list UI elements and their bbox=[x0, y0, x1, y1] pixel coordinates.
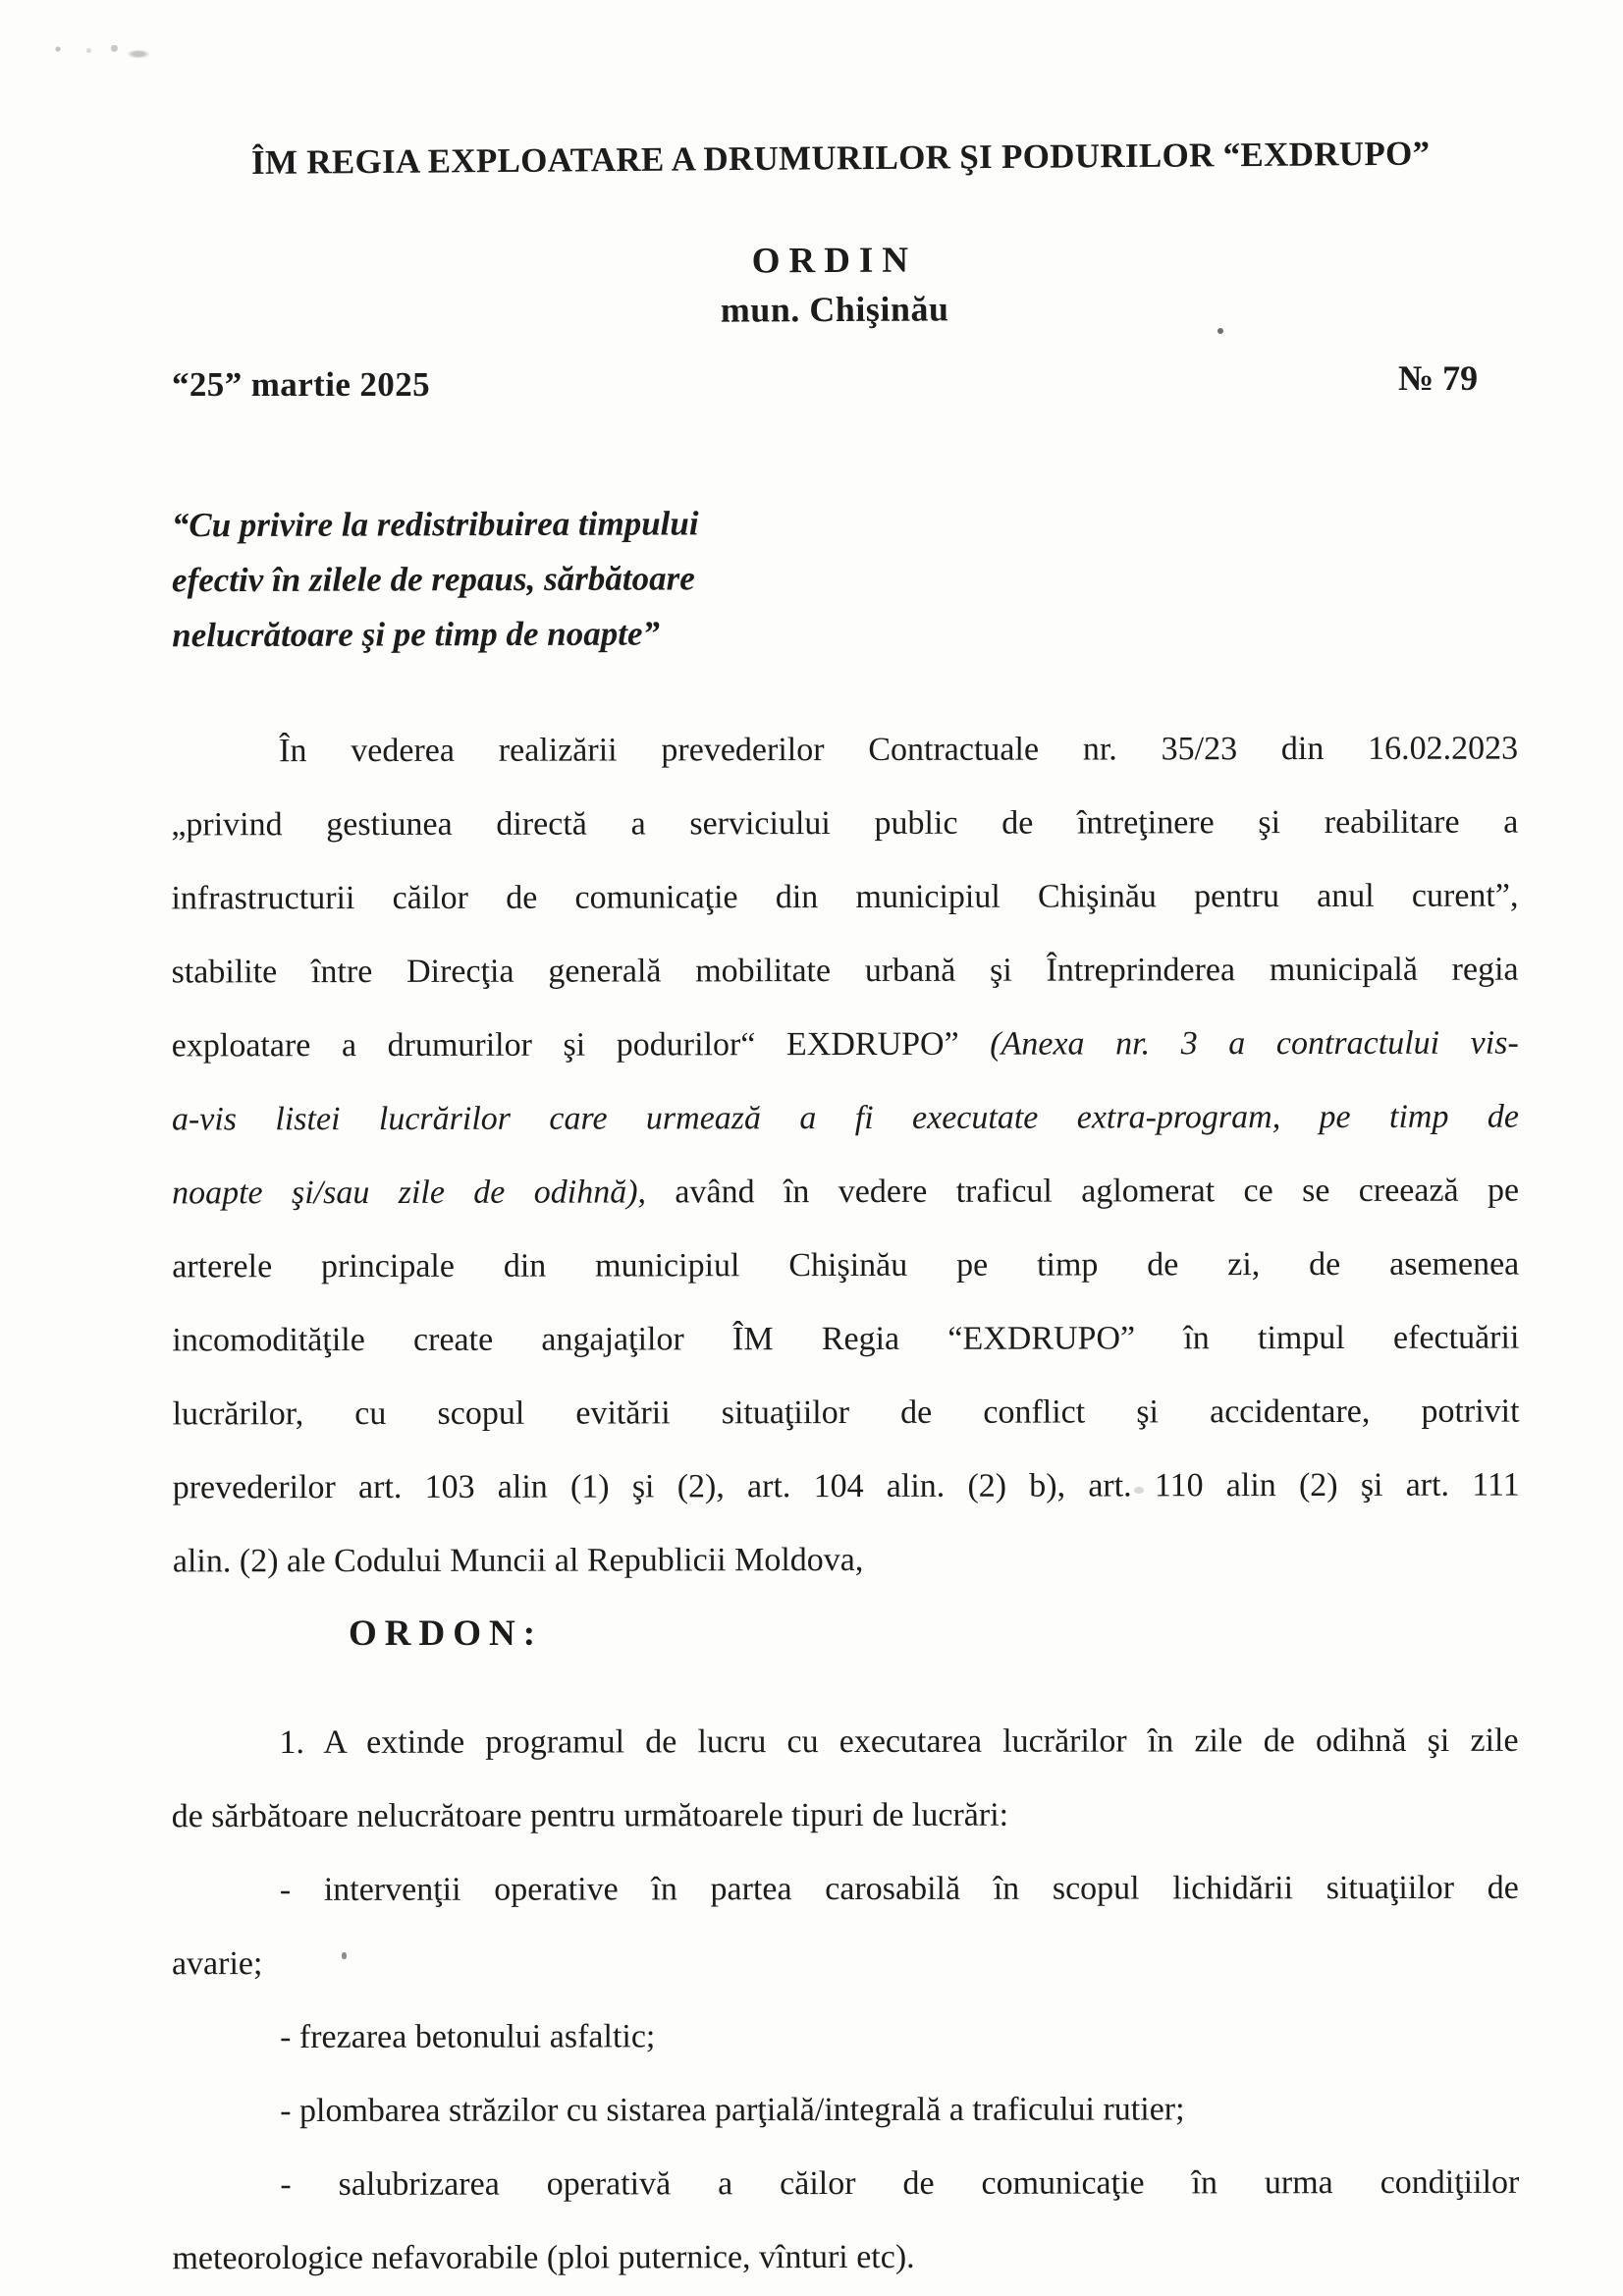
preamble-line-7-italic: noapte şi/sau zile de odihnă), bbox=[172, 1174, 647, 1212]
organization-title: ÎM REGIA EXPLOATARE A DRUMURILOR ŞI PODURILOR “EXDRUPO” bbox=[250, 134, 1431, 182]
scan-speck bbox=[51, 45, 120, 53]
preamble-line-9: incomodităţile create angajaţilor ÎM Regia “EXDRUPO” în timpul efectuării bbox=[172, 1319, 1520, 1359]
preamble-line-10: lucrărilor, cu scopul evitării situaţiilor de conflict şi accidentare, potrivit bbox=[172, 1393, 1520, 1433]
subject-line-1: “Cu privire la redistribuirea timpului bbox=[171, 504, 699, 545]
preamble-line-12: alin. (2) ale Codului Muncii al Republicii Moldova, bbox=[172, 1541, 864, 1580]
preamble-line-1: În vederea realizării prevederilor Contractuale nr. 35/23 din 16.02.2023 bbox=[279, 730, 1519, 770]
preamble-line-8: arterele principale din municipiul Chişinău pe timp de zi, de asemenea bbox=[172, 1245, 1520, 1285]
city-line: mun. Chişinău bbox=[720, 289, 949, 330]
bullet-1-line-2: avarie; bbox=[171, 1945, 263, 1983]
subject-line-3: nelucrătoare şi pe timp de noapte” bbox=[172, 614, 661, 655]
bullet-4-line-1: - salubrizarea operativă a căilor de comunicaţie în urma condiţiilor bbox=[280, 2163, 1520, 2204]
scan-speck bbox=[1217, 328, 1223, 334]
bullet-1-line-1: - intervenţii operative în partea carosabilă în scopul lichidării situaţiilor de bbox=[279, 1869, 1519, 1909]
preamble-line-2: „privind gestiunea directă a serviciului public de întreţinere şi reabilitare a bbox=[171, 803, 1519, 844]
item-1-line-2: de sărbătoare nelucrătoare pentru următoarele tipuri de lucrări: bbox=[171, 1796, 1009, 1835]
item-1-line-1: 1. A extinde programul de lucru cu executarea lucrărilor în zile de odihnă şi zile bbox=[279, 1722, 1519, 1762]
order-heading: ORDON: bbox=[349, 1613, 544, 1654]
bullet-2: - frezarea betonului asfaltic; bbox=[280, 2018, 656, 2056]
preamble-line-5-normal: exploatare a drumurilor şi podurilor“ EXDRUPO” bbox=[171, 1025, 991, 1065]
preamble-line-3: infrastructurii căilor de comunicaţie din municipiul Chişinău pentru anul curent”, bbox=[171, 877, 1519, 917]
document-type-block bbox=[579, 239, 1090, 332]
preamble-line-5 bbox=[172, 1007, 1519, 1083]
preamble-line-5-italic: (Anexa nr. 3 a contractului vis- bbox=[990, 1024, 1519, 1063]
preamble-line-11: prevederilor art. 103 alin (1) şi (2), art. 104 alin. (2) b), art. 110 alin (2) şi art. 111 bbox=[172, 1466, 1520, 1506]
preamble-paragraph bbox=[171, 712, 1520, 1599]
subject-line-2: efectiv în zilele de repaus, sărbătoare bbox=[171, 559, 695, 600]
document-type-title: ORDIN bbox=[751, 240, 918, 282]
preamble-line-7-normal: având în vedere traficul aglomerat ce se creează pe bbox=[645, 1172, 1520, 1211]
preamble-line-6: a-vis listei lucrărilor care urmează a fi executate extra-program, pe timp de bbox=[171, 1098, 1519, 1138]
bullet-4-line-2: meteorologice nefavorabile (ploi puternice, vînturi etc). bbox=[172, 2238, 915, 2277]
subject-block bbox=[172, 496, 860, 663]
scan-speck bbox=[126, 49, 151, 59]
order-number: № 79 bbox=[1398, 358, 1479, 398]
date-line: “25” martie 2025 bbox=[172, 365, 431, 404]
order-items bbox=[171, 1704, 1519, 2295]
preamble-line-7 bbox=[172, 1154, 1519, 1230]
preamble-line-4: stabilite între Direcţia generală mobilitate urbană şi Întreprinderea municipală regia bbox=[171, 951, 1519, 991]
bullet-3: - plombarea străzilor cu sistarea parţială/integrală a traficului rutier; bbox=[280, 2091, 1185, 2130]
